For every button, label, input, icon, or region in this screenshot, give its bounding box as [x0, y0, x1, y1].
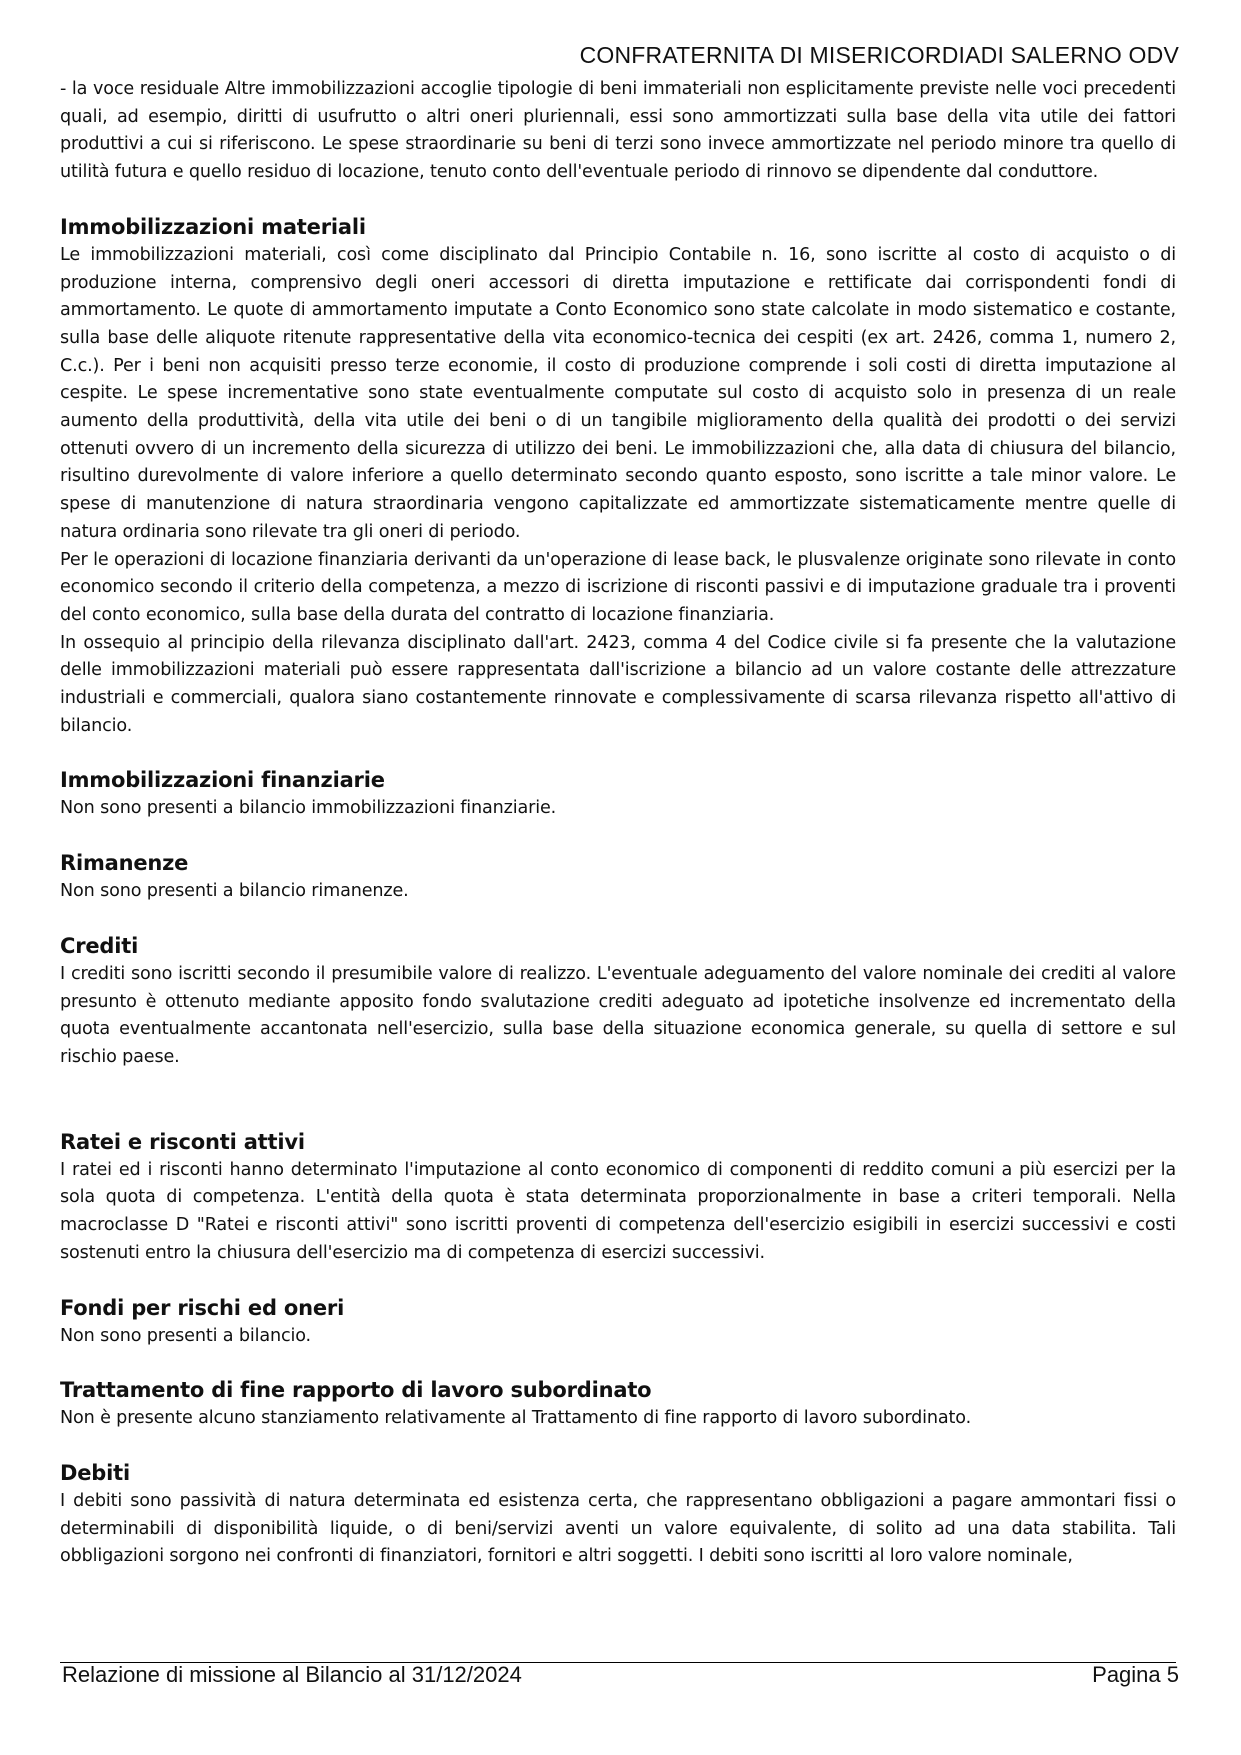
section-spacer: [60, 1268, 1176, 1293]
section-title-fondi-rischi-oneri: Fondi per rischi ed oneri: [60, 1295, 345, 1320]
section-title-immobilizzazioni-materiali: Immobilizzazioni materiali: [60, 214, 366, 239]
section-title-ratei-risconti-attivi: Ratei e risconti attivi: [60, 1129, 305, 1154]
section-spacer: [60, 187, 1176, 212]
section-paragraph: I crediti sono iscritti secondo il presumibile valore di realizzo. L'eventuale adeguamento del valore nominale dei crediti al valore presunto è ottenuto mediante apposito fondo svalutazione crediti adeguato ad ipotetiche insolvenze ed incrementato della quota eventualmente accantonata nell'esercizio, sulla base della situazione economica generale, su quella di settore e sul rischio paese.: [60, 963, 1176, 1067]
section-paragraph: I ratei ed i risconti hanno determinato l'imputazione al conto economico di componenti di reddito comuni a più esercizi per la sola quota di competenza. L'entità della quota è stata determinata proporzionalmente in base a criteri temporali. Nella macroclasse D "Ratei e risconti attivi" sono iscritti proventi di competenza dell'esercizio esigibili in esercizi successivi e costi sostenuti entro la chiusura dell'esercizio ma di competenza di esercizi successivi.: [60, 1159, 1176, 1263]
section-spacer: [60, 740, 1176, 765]
section-title-crediti: Crediti: [60, 933, 139, 958]
section-title-immobilizzazioni-finanziarie: Immobilizzazioni finanziarie: [60, 768, 385, 793]
document-body: [60, 76, 1176, 1571]
section-title-debiti: Debiti: [60, 1460, 130, 1485]
section-paragraph: Non è presente alcuno stanziamento relativamente al Trattamento di fine rapporto di lavoro subordinato.: [60, 1408, 972, 1429]
section-title-trattamento-fine-rapporto: Trattamento di fine rapporto di lavoro subordinato: [60, 1378, 652, 1403]
section-paragraph: Non sono presenti a bilancio rimanenze.: [60, 881, 409, 902]
section-spacer: [60, 1433, 1176, 1458]
intro-paragraph: - la voce residuale Altre immobilizzazioni accoglie tipologie di beni immateriali non esplicitamente previste nelle voci precedenti quali, ad esempio, diritti di usufrutto o altri oneri pluriennali, essi sono ammortizzati sulla base della vita utile dei fattori produttivi a cui si riferiscono. Le spese straordinarie su beni di terzi sono invece ammortizzate nel periodo minore tra quello di utilità futura e quello residuo di locazione, tenuto conto dell'eventuale periodo di rinnovo se dipendente dal conduttore.: [60, 79, 1176, 183]
section-paragraph: Per le operazioni di locazione finanziaria derivanti da un'operazione di lease back, le plusvalenze originate sono rilevate in conto economico secondo il criterio della competenza, a mezzo di iscrizione di risconti passivi e di imputazione graduale tra i proventi del conto economico, sulla base della durata del contratto di locazione finanziaria.: [60, 549, 1176, 625]
section-spacer: [60, 1072, 1176, 1127]
section-paragraph: Non sono presenti a bilancio.: [60, 1325, 311, 1346]
section-spacer: [60, 823, 1176, 848]
section-paragraph: Le immobilizzazioni materiali, così come disciplinato dal Principio Contabile n. 16, sono iscritte al costo di acquisto o di produzione interna, comprensivo degli oneri accessori di diretta imputazione e rettificate dai corrispondenti fondi di ammortamento. Le quote di ammortamento imputate a Conto Economico sono state calcolate in modo sistematico e costante, sulla base delle aliquote ritenute rappresentative della vita economico-tecnica dei cespiti (ex art. 2426, comma 1, numero 2, C.c.). Per i beni non acquisiti presso terze economie, il costo di produzione comprende i soli costi di diretta imputazione al cespite. Le spese incrementative sono state eventualmente computate sul costo di acquisto solo in presenza di un reale aumento della produttività, della vita utile dei beni o di un tangibile miglioramento della qualità dei prodotti o dei servizi ottenuti ovvero di un incremento della sicurezza di utilizzo dei beni. Le immobilizzazioni che, alla data di chiusura del bilancio, risultino durevolmente di valore inferiore a quello determinato secondo quanto esposto, sono iscritte a tale minor valore. Le spese di manutenzione di natura straordinaria vengono capitalizzate ed ammortizzate sistematicamente mentre quelle di natura ordinaria sono rilevate tra gli oneri di periodo.: [60, 244, 1176, 542]
footer-page-number: Pagina 5: [1092, 1662, 1179, 1687]
section-paragraph: In ossequio al principio della rilevanza disciplinato dall'art. 2423, comma 4 del Codice civile si fa presente che la valutazione delle immobilizzazioni materiali può essere rappresentata dall'iscrizione a bilancio ad un valore costante delle attrezzature industriali e commerciali, qualora siano costantemente rinnovate e complessivamente di scarsa rilevanza rispetto all'attivo di bilancio.: [60, 632, 1176, 736]
page-header-organization: CONFRATERNITA DI MISERICORDIADI SALERNO ODV: [579, 42, 1179, 68]
section-title-rimanenze: Rimanenze: [60, 851, 189, 876]
section-spacer: [60, 1350, 1176, 1375]
section-paragraph: Non sono presenti a bilancio immobilizzazioni finanziarie.: [60, 798, 557, 819]
footer-document-title: Relazione di missione al Bilancio al 31/12/2024: [62, 1662, 522, 1687]
section-paragraph: I debiti sono passività di natura determinata ed esistenza certa, che rappresentano obbligazioni a pagare ammontari fissi o determinabili di disponibilità liquide, o di beni/servizi aventi un valore equivalente, di solito ad una data stabilita. Tali obbligazioni sorgono nei confronti di finanziatori, fornitori e altri soggetti. I debiti sono iscritti al loro valore nominale,: [60, 1490, 1176, 1567]
section-spacer: [60, 906, 1176, 931]
